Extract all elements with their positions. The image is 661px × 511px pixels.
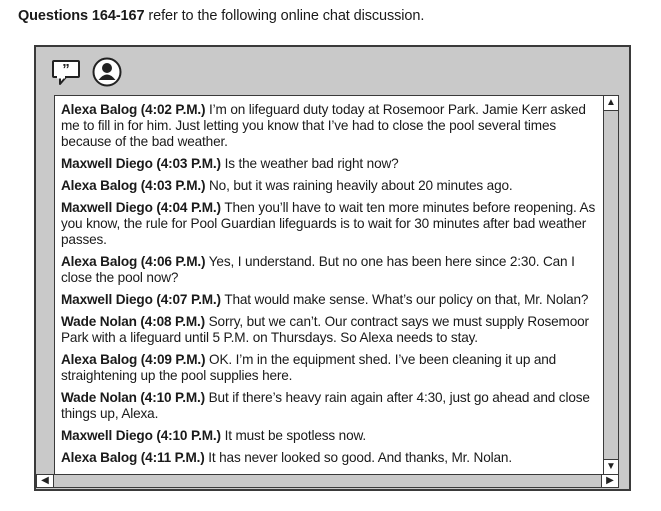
horizontal-scrollbar[interactable] — [36, 474, 619, 488]
message-text: Then you’ll have to wait ten more minutes before reopening. As you know, the rule for Pool Guardian lifeguards is to wait for 30 minutes after bad weather passes. — [61, 200, 596, 247]
message-speaker: Wade Nolan (4:08 P.M.) — [61, 314, 205, 329]
vertical-scroll-track[interactable] — [604, 110, 618, 460]
arrow-right-icon[interactable]: ▶ — [606, 475, 614, 486]
chat-message — [61, 352, 598, 384]
message-speaker: Alexa Balog (4:11 P.M.) — [61, 450, 205, 465]
question-instructions: refer to the following online chat discussion. — [144, 8, 425, 24]
message-list — [55, 96, 604, 466]
message-text: Sorry, but we can’t. Our contract says we must supply Rosemoor Park with a lifeguard until 5 P.M. on Thursdays. So Alexa needs to stay. — [61, 314, 589, 345]
svg-text:”: ” — [62, 61, 70, 78]
message-area[interactable] — [54, 95, 604, 475]
user-avatar-icon[interactable] — [92, 57, 122, 87]
message-speaker: Maxwell Diego (4:07 P.M.) — [61, 292, 221, 307]
chat-message — [61, 254, 598, 286]
arrow-down-icon[interactable]: ▼ — [606, 461, 616, 472]
message-speaker: Alexa Balog (4:02 P.M.) — [61, 102, 206, 117]
chat-message — [61, 178, 598, 194]
message-text: No, but it was raining heavily about 20 minutes ago. — [209, 178, 513, 193]
chat-message — [61, 390, 598, 422]
arrow-left-icon[interactable]: ◀ — [41, 475, 49, 486]
chat-message — [61, 314, 598, 346]
horizontal-scroll-track[interactable] — [53, 475, 602, 487]
chat-window — [34, 45, 631, 491]
message-text: Yes, I understand. But no one has been here since 2:30. Can I close the pool now? — [61, 254, 575, 285]
message-speaker: Wade Nolan (4:10 P.M.) — [61, 390, 205, 405]
message-speaker: Alexa Balog (4:06 P.M.) — [61, 254, 206, 269]
chat-message — [61, 292, 598, 308]
question-heading — [18, 8, 424, 24]
message-text: OK. I’m in the equipment shed. I’ve been cleaning it up and straightening up the pool supplies here. — [61, 352, 557, 383]
message-speaker: Alexa Balog (4:03 P.M.) — [61, 178, 206, 193]
message-speaker: Maxwell Diego (4:04 P.M.) — [61, 200, 221, 215]
vertical-scrollbar[interactable] — [603, 95, 619, 475]
message-text: It must be spotless now. — [224, 428, 367, 443]
chat-message — [61, 102, 598, 150]
question-range: Questions 164-167 — [18, 8, 145, 24]
speech-bubble-quote-icon[interactable] — [52, 57, 82, 87]
message-speaker: Alexa Balog (4:09 P.M.) — [61, 352, 206, 367]
chat-message — [61, 200, 598, 248]
chat-message — [61, 156, 598, 172]
message-speaker: Maxwell Diego (4:03 P.M.) — [61, 156, 221, 171]
message-speaker: Maxwell Diego (4:10 P.M.) — [61, 428, 221, 443]
message-text: That would make sense. What’s our policy on that, Mr. Nolan? — [224, 292, 589, 307]
message-text: I’m on lifeguard duty today at Rosemoor Park. Jamie Kerr asked me to fill in for him. Just letting you know that I’ve had to close the pool several times because of the bad weather. — [61, 102, 586, 149]
message-text: But if there’s heavy rain again after 4:30, just go ahead and close things up, Alexa. — [61, 390, 590, 421]
message-text: Is the weather bad right now? — [224, 156, 399, 171]
chat-message — [61, 428, 598, 444]
arrow-up-icon[interactable]: ▲ — [606, 97, 616, 108]
message-text: It has never looked so good. And thanks, Mr. Nolan. — [208, 450, 512, 465]
chat-message — [61, 450, 598, 466]
chat-toolbar — [36, 47, 629, 95]
